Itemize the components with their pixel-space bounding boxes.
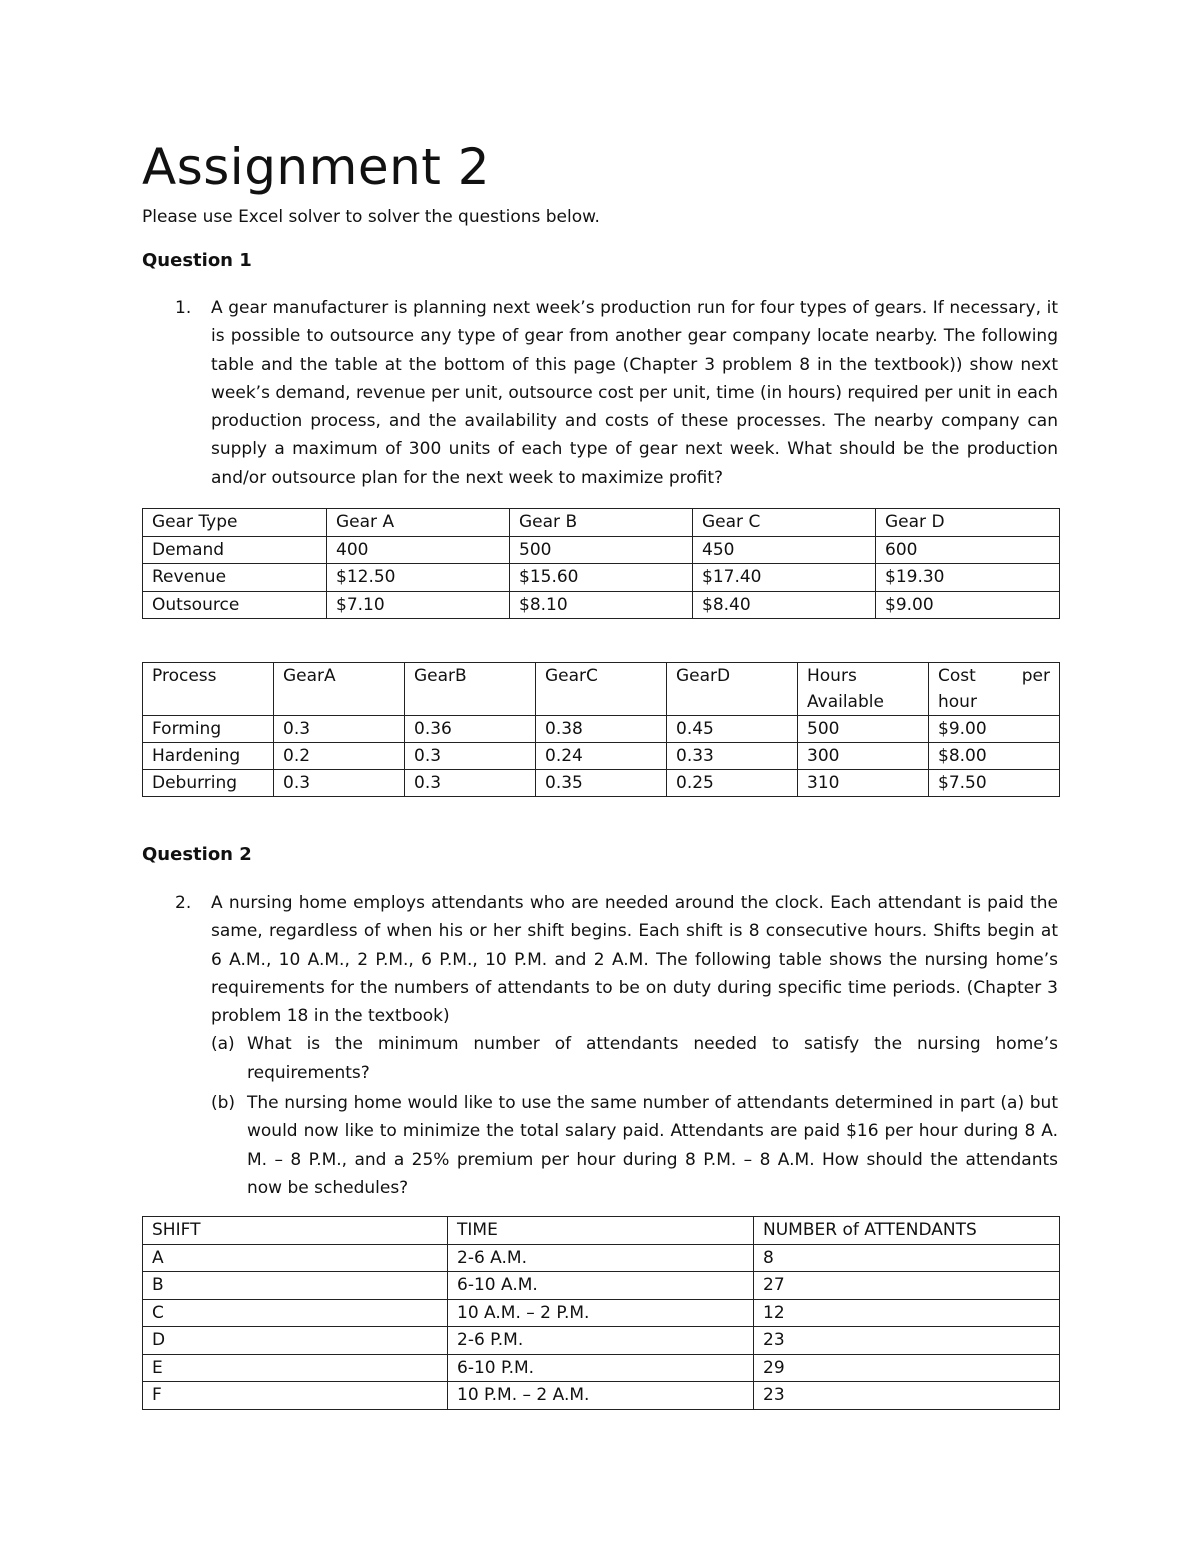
table-row xyxy=(143,743,1060,770)
table-cell: $8.00 xyxy=(929,743,1060,770)
table-cell: Deburring xyxy=(143,770,274,797)
table-row xyxy=(143,1354,1060,1382)
table-cell: 0.36 xyxy=(405,716,536,743)
table-cell: 500 xyxy=(798,716,929,743)
table-row xyxy=(143,1272,1060,1300)
table-cell: $19.30 xyxy=(876,564,1060,592)
question-1-text: A gear manufacturer is planning next week’s production run for four types of gears. If necessary, it is possible to outsource any type of gear from another gear company locate nearby. The following table and the table at the bottom of this page (Chapter 3 problem 8 in the textbook)) show next week’s demand, revenue per unit, outsource cost per unit, time (in hours) required per unit in each production process, and the availability and costs of these processes. The nearby company can supply a maximum of 300 units of each type of gear next week. What should be the production and/or outsource plan for the next week to maximize profit? xyxy=(211,298,1058,488)
question-2-text: A nursing home employs attendants who are needed around the clock. Each attendant is paid the same, regardless of when his or her shift begins. Each shift is 8 consecutive hours. Shifts begin at 6 A.M., 10 A.M., 2 P.M., 6 P.M., 10 P.M. and 2 A.M. The following table shows the nursing home’s requirements for the numbers of attendants to be on duty during specific time periods. (Chapter 3 problem 18 in the textbook) xyxy=(211,893,1058,1027)
table-cell: 0.24 xyxy=(536,743,667,770)
table-cell: F xyxy=(143,1382,448,1410)
table-header-cell: SHIFT xyxy=(143,1217,448,1245)
table-cell: 0.35 xyxy=(536,770,667,797)
table-cell: 0.3 xyxy=(405,743,536,770)
question-2-heading: Question 2 xyxy=(142,844,252,865)
table-row xyxy=(143,1382,1060,1410)
question-2-number: 2. xyxy=(175,893,192,913)
table-cell: $15.60 xyxy=(510,564,693,592)
table-cell: Outsource xyxy=(143,591,327,619)
table-cell: D xyxy=(143,1327,448,1355)
table-cell: 0.33 xyxy=(667,743,798,770)
table-header-row xyxy=(143,1217,1060,1245)
table-header-cell xyxy=(929,663,1060,716)
table-header-cell: Hours Available xyxy=(798,663,929,716)
table-cell: 23 xyxy=(754,1327,1060,1355)
table-header-cell: GearC xyxy=(536,663,667,716)
shift-table xyxy=(142,1216,1060,1410)
question-2-part-b xyxy=(211,1089,1058,1202)
table-cell: 500 xyxy=(510,536,693,564)
table-header-cell: GearB xyxy=(405,663,536,716)
question-1-number: 1. xyxy=(175,298,192,318)
table-cell: $17.40 xyxy=(693,564,876,592)
table-cell: 0.3 xyxy=(274,770,405,797)
table-cell: E xyxy=(143,1354,448,1382)
table-cell: Hardening xyxy=(143,743,274,770)
table-header-row xyxy=(143,663,1060,716)
table-header-cell: Gear A xyxy=(327,509,510,537)
table-row xyxy=(143,716,1060,743)
table-cell: 0.3 xyxy=(405,770,536,797)
table-cell: 10 P.M. – 2 A.M. xyxy=(448,1382,754,1410)
table-cell: 600 xyxy=(876,536,1060,564)
table-cell: 27 xyxy=(754,1272,1060,1300)
cost-per-hour-header: Cost per hour xyxy=(938,666,1050,712)
table-cell: C xyxy=(143,1299,448,1327)
table-cell: 8 xyxy=(754,1244,1060,1272)
table-row xyxy=(143,770,1060,797)
table-cell: 0.3 xyxy=(274,716,405,743)
table-cell: 0.2 xyxy=(274,743,405,770)
table-cell: 310 xyxy=(798,770,929,797)
table-cell: 2-6 A.M. xyxy=(448,1244,754,1272)
table-cell: 2-6 P.M. xyxy=(448,1327,754,1355)
table-cell: 0.45 xyxy=(667,716,798,743)
part-a-text: What is the minimum number of attendants needed to satisfy the nursing home’s requirements? xyxy=(247,1034,1058,1083)
table-cell: 300 xyxy=(798,743,929,770)
table-row xyxy=(143,1299,1060,1327)
table-header-cell: Process xyxy=(143,663,274,716)
part-b-label: (b) xyxy=(211,1093,236,1114)
table-header-cell: NUMBER of ATTENDANTS xyxy=(754,1217,1060,1245)
table-cell: 12 xyxy=(754,1299,1060,1327)
table-header-cell: Gear C xyxy=(693,509,876,537)
table-cell: 400 xyxy=(327,536,510,564)
question-2-item xyxy=(142,889,1058,1202)
table-cell: $7.50 xyxy=(929,770,1060,797)
table-cell: 0.25 xyxy=(667,770,798,797)
table-cell: Forming xyxy=(143,716,274,743)
part-b-text: The nursing home would like to use the same number of attendants determined in part (a) but would now like to minimize the total salary paid. Attendants are paid $16 per hour during 8 A. M. – 8 P.M., and a 25% premium per hour during 8 P.M. – 8 A.M. How should the attendants now be schedules? xyxy=(247,1093,1058,1198)
table-header-cell: TIME xyxy=(448,1217,754,1245)
table-cell: $8.40 xyxy=(693,591,876,619)
table-header-row xyxy=(143,509,1060,537)
table-cell: $8.10 xyxy=(510,591,693,619)
table-cell: $9.00 xyxy=(929,716,1060,743)
document-title: Assignment 2 xyxy=(142,138,491,196)
table-row xyxy=(143,536,1060,564)
table-cell: Revenue xyxy=(143,564,327,592)
table-header-cell: Gear B xyxy=(510,509,693,537)
table-cell: 0.38 xyxy=(536,716,667,743)
intro-text: Please use Excel solver to solver the questions below. xyxy=(142,207,600,227)
question-1-heading: Question 1 xyxy=(142,250,252,271)
table-header-cell: Gear D xyxy=(876,509,1060,537)
table-cell: B xyxy=(143,1272,448,1300)
table-cell: 6-10 P.M. xyxy=(448,1354,754,1382)
table-cell: $7.10 xyxy=(327,591,510,619)
table-cell: Demand xyxy=(143,536,327,564)
question-2-part-a xyxy=(211,1030,1058,1087)
table-cell: 29 xyxy=(754,1354,1060,1382)
table-cell: 10 A.M. – 2 P.M. xyxy=(448,1299,754,1327)
table-header-cell: Gear Type xyxy=(143,509,327,537)
process-table xyxy=(142,662,1060,797)
table-row xyxy=(143,564,1060,592)
table-cell: $9.00 xyxy=(876,591,1060,619)
table-row xyxy=(143,591,1060,619)
table-cell: A xyxy=(143,1244,448,1272)
table-row xyxy=(143,1327,1060,1355)
table-row xyxy=(143,1244,1060,1272)
table-cell: $12.50 xyxy=(327,564,510,592)
table-header-cell: GearA xyxy=(274,663,405,716)
table-header-cell: GearD xyxy=(667,663,798,716)
question-1-item xyxy=(142,294,1058,492)
gear-demand-table xyxy=(142,508,1060,619)
part-a-label: (a) xyxy=(211,1034,235,1055)
table-cell: 23 xyxy=(754,1382,1060,1410)
table-cell: 450 xyxy=(693,536,876,564)
table-cell: 6-10 A.M. xyxy=(448,1272,754,1300)
